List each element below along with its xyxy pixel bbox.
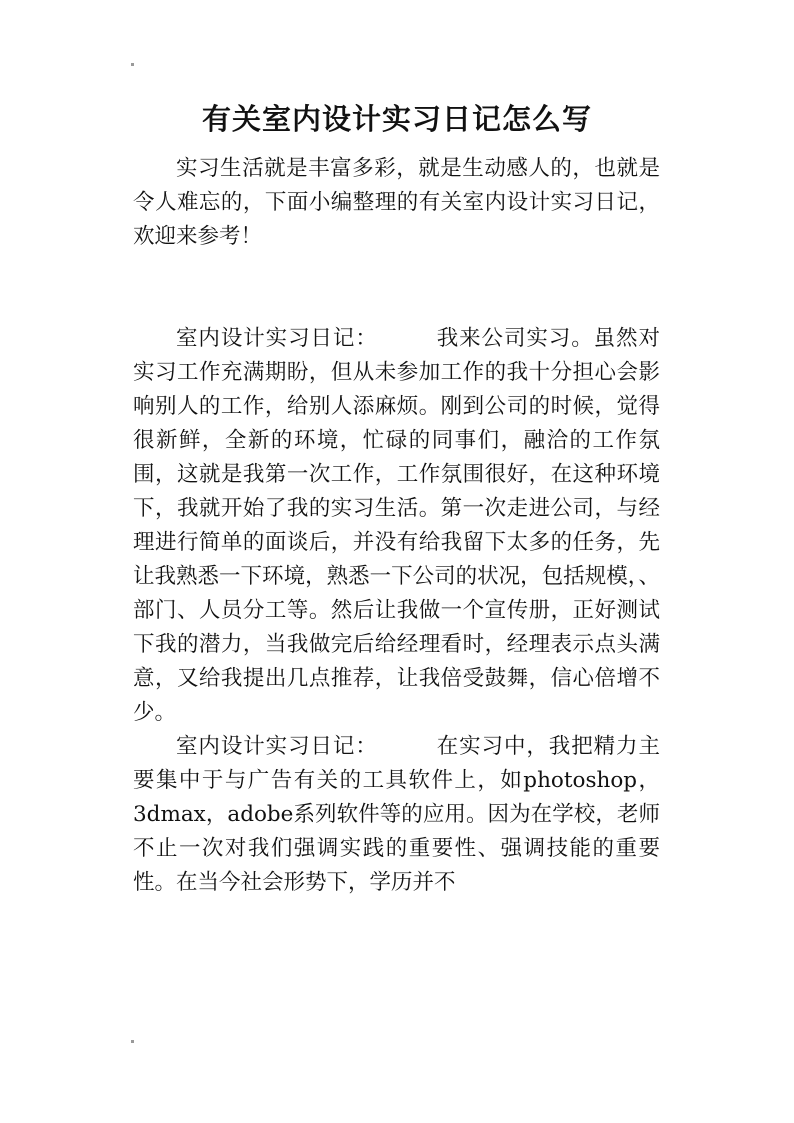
paragraph-spacer [133,254,660,322]
diary-entry-2 [133,730,660,900]
corner-crop-mark [131,1040,134,1043]
corner-crop-mark [131,63,134,66]
entry-heading: 室内设计实习日记： [176,326,378,351]
entry-heading: 室内设计实习日记： [176,734,378,759]
entry-text: 在实习中，我把精力主要集中于与广告有关的工具软件上，如photoshop，3dmax，adobe系列软件等的应用。因为在学校，老师不止一次对我们强调实践的重要性、强调技能的重要性。在当今社会形势下，学历并不 [133,734,660,895]
document-body [133,152,660,900]
intro-paragraph: 实习生活就是丰富多彩，就是生动感人的，也就是令人难忘的，下面小编整理的有关室内设计实习日记，欢迎来参考！ [133,156,660,249]
document-title: 有关室内设计实习日记怎么写 [201,102,592,136]
entry-text: 我来公司实习。虽然对实习工作充满期盼，但从未参加工作的我十分担心会影响别人的工作，给别人添麻烦。刚到公司的时候，觉得很新鲜，全新的环境，忙碌的同事们，融洽的工作氛围，这就是我第一次工作，工作氛围很好，在这种环境下，我就开始了我的实习生活。第一次走进公司，与经理进行简单的面谈后，并没有给我留下太多的任务，先让我熟悉一下环境，熟悉一下公司的状况，包括规模，、部门、人员分工等。然后让我做一个宣传册，正好测试下我的潜力，当我做完后给经理看时，经理表示点头满意，又给我提出几点推荐，让我倍受鼓舞，信心倍增不少。 [133,326,660,725]
diary-entry-1 [133,322,660,730]
